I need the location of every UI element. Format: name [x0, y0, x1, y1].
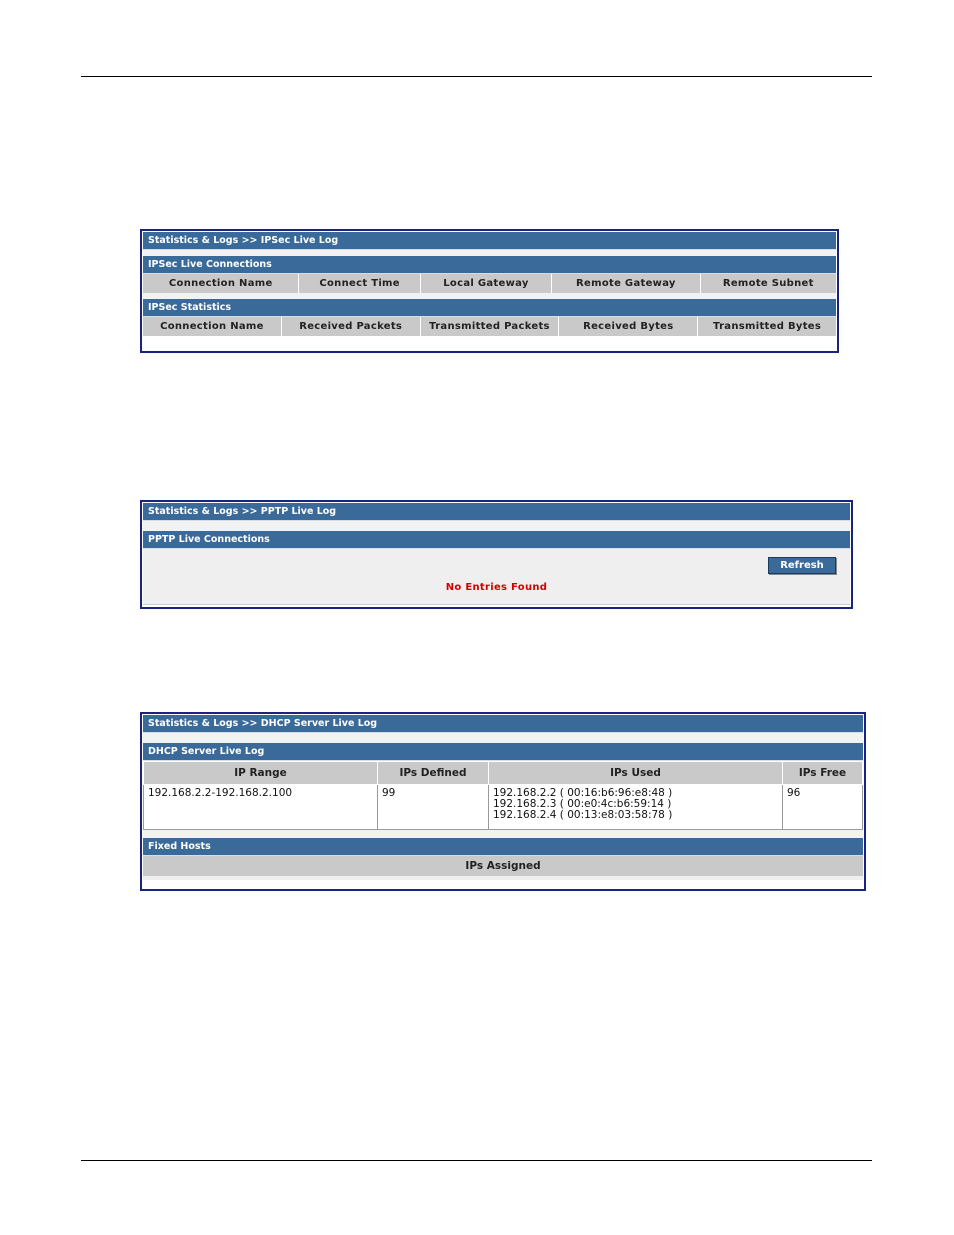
ip-used-entry: 192.168.2.3 ( 00:e0:4c:b6:59:14 ): [493, 798, 672, 810]
spacer: [143, 733, 863, 743]
ips-used-cell: [489, 785, 783, 830]
column-header: Connection Name: [143, 274, 299, 293]
section-title-dhcp: DHCP Server Live Log: [143, 743, 863, 761]
breadcrumb: Statistics & Logs >> PPTP Live Log: [143, 503, 850, 521]
column-header: Connect Time: [299, 274, 420, 293]
refresh-button[interactable]: Refresh: [768, 557, 836, 574]
section-title-ipsec-connections: IPSec Live Connections: [143, 256, 836, 274]
breadcrumb: Statistics & Logs >> IPSec Live Log: [143, 232, 836, 250]
ip-range-cell: 192.168.2.2-192.168.2.100: [144, 785, 378, 830]
column-header: Received Packets: [282, 317, 421, 336]
column-header: Connection Name: [143, 317, 282, 336]
ipsec-connections-header: [143, 274, 836, 293]
column-header: IPs Free: [783, 762, 863, 785]
ipsec-live-log-panel: [140, 229, 839, 353]
dhcp-leases-table: [143, 761, 863, 830]
column-header: Remote Subnet: [701, 274, 836, 293]
table-row: [144, 785, 863, 830]
pptp-live-log-panel: [140, 500, 853, 609]
column-header: IPs Used: [489, 762, 783, 785]
section-title-ipsec-statistics: IPSec Statistics: [143, 299, 836, 317]
ipsec-statistics-header: [143, 317, 836, 336]
column-header: IPs Defined: [378, 762, 489, 785]
column-header: Received Bytes: [559, 317, 698, 336]
ip-used-entry: 192.168.2.2 ( 00:16:b6:96:e8:48 ): [493, 787, 673, 799]
no-entries-message: No Entries Found: [445, 582, 548, 593]
ips-defined-cell: 99: [378, 785, 489, 830]
column-header: Transmitted Bytes: [698, 317, 836, 336]
spacer: [143, 521, 850, 531]
table-header-row: [144, 762, 863, 785]
ips-free-cell: 96: [783, 785, 863, 830]
breadcrumb: Statistics & Logs >> DHCP Server Live Log: [143, 715, 863, 733]
column-header: Transmitted Packets: [421, 317, 560, 336]
section-title-pptp-connections: PPTP Live Connections: [143, 531, 850, 549]
page-top-rule: [81, 76, 872, 77]
pptp-connections-body: [143, 549, 850, 605]
column-header: Remote Gateway: [552, 274, 700, 293]
column-header: Local Gateway: [421, 274, 552, 293]
ip-used-entry: 192.168.2.4 ( 00:13:e8:03:58:78 ): [493, 809, 673, 821]
section-title-fixed-hosts: Fixed Hosts: [143, 838, 863, 856]
dhcp-live-log-panel: [140, 712, 866, 891]
column-header: IPs Assigned: [143, 856, 863, 876]
spacer: [143, 876, 863, 880]
column-header: IP Range: [144, 762, 378, 785]
page-bottom-rule: [81, 1160, 872, 1161]
spacer: [143, 830, 863, 838]
